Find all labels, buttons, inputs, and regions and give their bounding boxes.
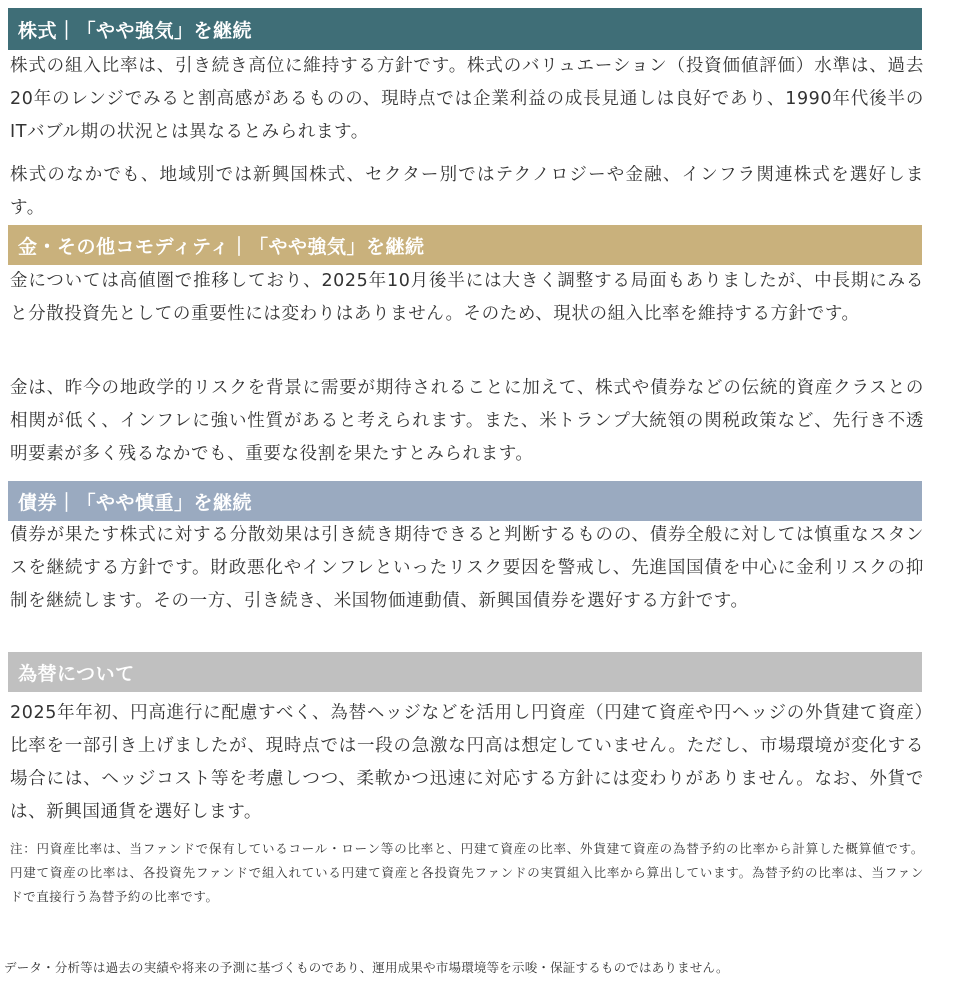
section-header-bonds xyxy=(8,481,922,521)
equities-paragraph-2: 株式のなかでも、地域別では新興国株式、セクター別ではテクノロジーや金融、インフラ関連株式を選好します。 xyxy=(10,165,924,218)
section-title-equities: 株式｜「やや強気」を継続 xyxy=(18,19,253,42)
disclaimer: データ・分析等は過去の実績や将来の予測に基づくものであり、運用成果や市場環境等を示唆・保証するものではありません。 xyxy=(4,960,729,975)
section-header-equities xyxy=(8,8,922,50)
footnote: 注：円資産比率は、当ファンドで保有しているコール・ローン等の比率と、円建て資産の比率、外貨建て資産の為替予約の比率から計算した概算値です。円建て資産の比率は、各投資先ファンドで組入れている円建て資産と各投資先ファンドの実質組入比率から算出しています。為替予約の比率は、当ファンドで直接行う為替予約の比率です。 xyxy=(10,841,924,904)
bonds-paragraph-1: 債券が果たす株式に対する分散効果は引き続き期待できると判断するものの、債券全般に対しては慎重なスタンスを継続する方針です。財政悪化やインフレといったリスク要因を警戒し、先進国国債を中心に金利リスクの抑制を継続します。その一方、引き続き、米国物価連動債、新興国債券を選好する方針です。 xyxy=(10,525,924,611)
gold-paragraph-2: 金は、昨今の地政学的リスクを背景に需要が期待されることに加えて、株式や債券などの伝統的資産クラスとの相関が低く、インフレに強い性質があると考えられます。また、米トランプ大統領の関税政策など、先行き不透明要素が多く残るなかでも、重要な役割を果たすとみられます。 xyxy=(10,378,924,464)
equities-paragraph-1: 株式の組入比率は、引き続き高位に維持する方針です。株式のバリュエーション（投資価値評価）水準は、過去20年のレンジでみると割高感があるものの、現時点では企業利益の成長見通しは良好であり、1990年代後半のITバブル期の状況とは異なるとみられます。 xyxy=(10,56,924,142)
section-title-currency: 為替について xyxy=(18,662,135,685)
gold-paragraph-1: 金については高値圏で推移しており、2025年10月後半には大きく調整する局面もありましたが、中長期にみると分散投資先としての重要性には変わりはありません。そのため、現状の組入比率を維持する方針です。 xyxy=(10,271,924,324)
section-title-gold-commodities: 金・その他コモディティ｜「やや強気」を継続 xyxy=(18,235,425,258)
section-title-bonds: 債券｜「やや慎重」を継続 xyxy=(18,491,253,514)
section-header-gold-commodities xyxy=(8,225,922,265)
section-header-currency xyxy=(8,652,922,692)
currency-paragraph-1: 2025年年初、円高進行に配慮すべく、為替ヘッジなどを活用し円資産（円建て資産や円ヘッジの外貨建て資産）比率を一部引き上げましたが、現時点では一段の急激な円高は想定していません。ただし、市場環境が変化する場合には、ヘッジコスト等を考慮しつつ、柔軟かつ迅速に対応する方針には変わりがありません。なお、外貨では、新興国通貨を選好します。 xyxy=(10,703,924,822)
